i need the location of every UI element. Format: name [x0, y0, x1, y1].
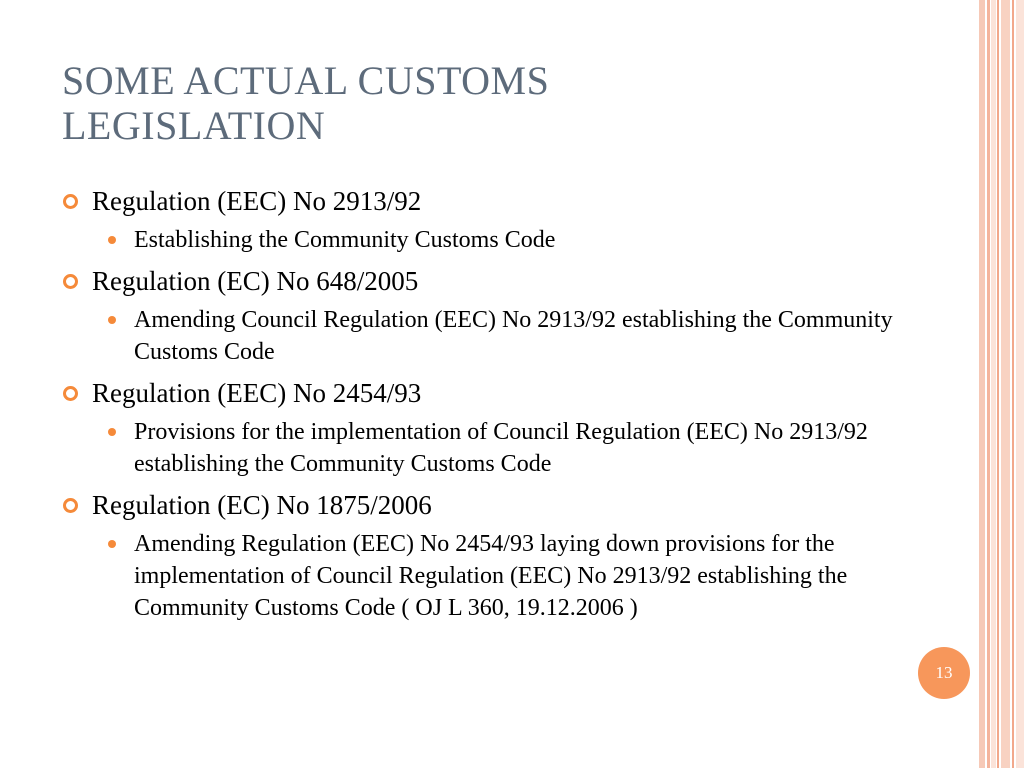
slide-title: SOME ACTUAL CUSTOMS LEGISLATION — [62, 58, 550, 148]
sub-bullet-item — [62, 528, 922, 624]
dot-bullet-icon — [108, 428, 116, 436]
decorative-stripe — [979, 0, 985, 768]
bullet-item — [62, 488, 922, 522]
dot-bullet-icon — [108, 236, 116, 244]
decorative-stripe — [997, 0, 999, 768]
bullet-text: Regulation (EEC) No 2454/93 — [92, 378, 422, 408]
ring-bullet-icon — [63, 194, 78, 209]
sub-bullet-item — [62, 224, 922, 256]
decorative-stripe — [1016, 0, 1024, 768]
bullet-item — [62, 376, 922, 410]
page-number-badge — [918, 647, 970, 699]
ring-bullet-icon — [63, 498, 78, 513]
sub-bullet-item — [62, 304, 922, 368]
decorative-stripe — [987, 0, 990, 768]
bullet-list — [62, 184, 922, 632]
sub-bullet-item — [62, 416, 922, 480]
bullet-text: Regulation (EC) No 648/2005 — [92, 266, 419, 296]
decorative-stripe — [1012, 0, 1014, 768]
ring-bullet-icon — [63, 386, 78, 401]
dot-bullet-icon — [108, 540, 116, 548]
decorative-stripe — [991, 0, 996, 768]
bullet-text: Regulation (EEC) No 2913/92 — [92, 186, 422, 216]
dot-bullet-icon — [108, 316, 116, 324]
ring-bullet-icon — [63, 274, 78, 289]
sub-bullet-text: Provisions for the implementation of Council Regulation (EEC) No 2913/92 establishing the Community Customs Code — [134, 419, 868, 477]
decorative-stripe — [1001, 0, 1010, 768]
bullet-item — [62, 264, 922, 298]
sub-bullet-text: Amending Council Regulation (EEC) No 2913/92 establishing the Community Customs Code — [134, 307, 893, 365]
bullet-item — [62, 184, 922, 218]
bullet-text: Regulation (EC) No 1875/2006 — [92, 490, 432, 520]
sub-bullet-text: Amending Regulation (EEC) No 2454/93 laying down provisions for the implementation of Council Regulation (EEC) No 2913/92 establishing the Community Customs Code ( OJ L 360, 19.12.2006 ) — [134, 531, 848, 621]
page-number: 13 — [935, 663, 953, 682]
sub-bullet-text: Establishing the Community Customs Code — [134, 227, 556, 253]
